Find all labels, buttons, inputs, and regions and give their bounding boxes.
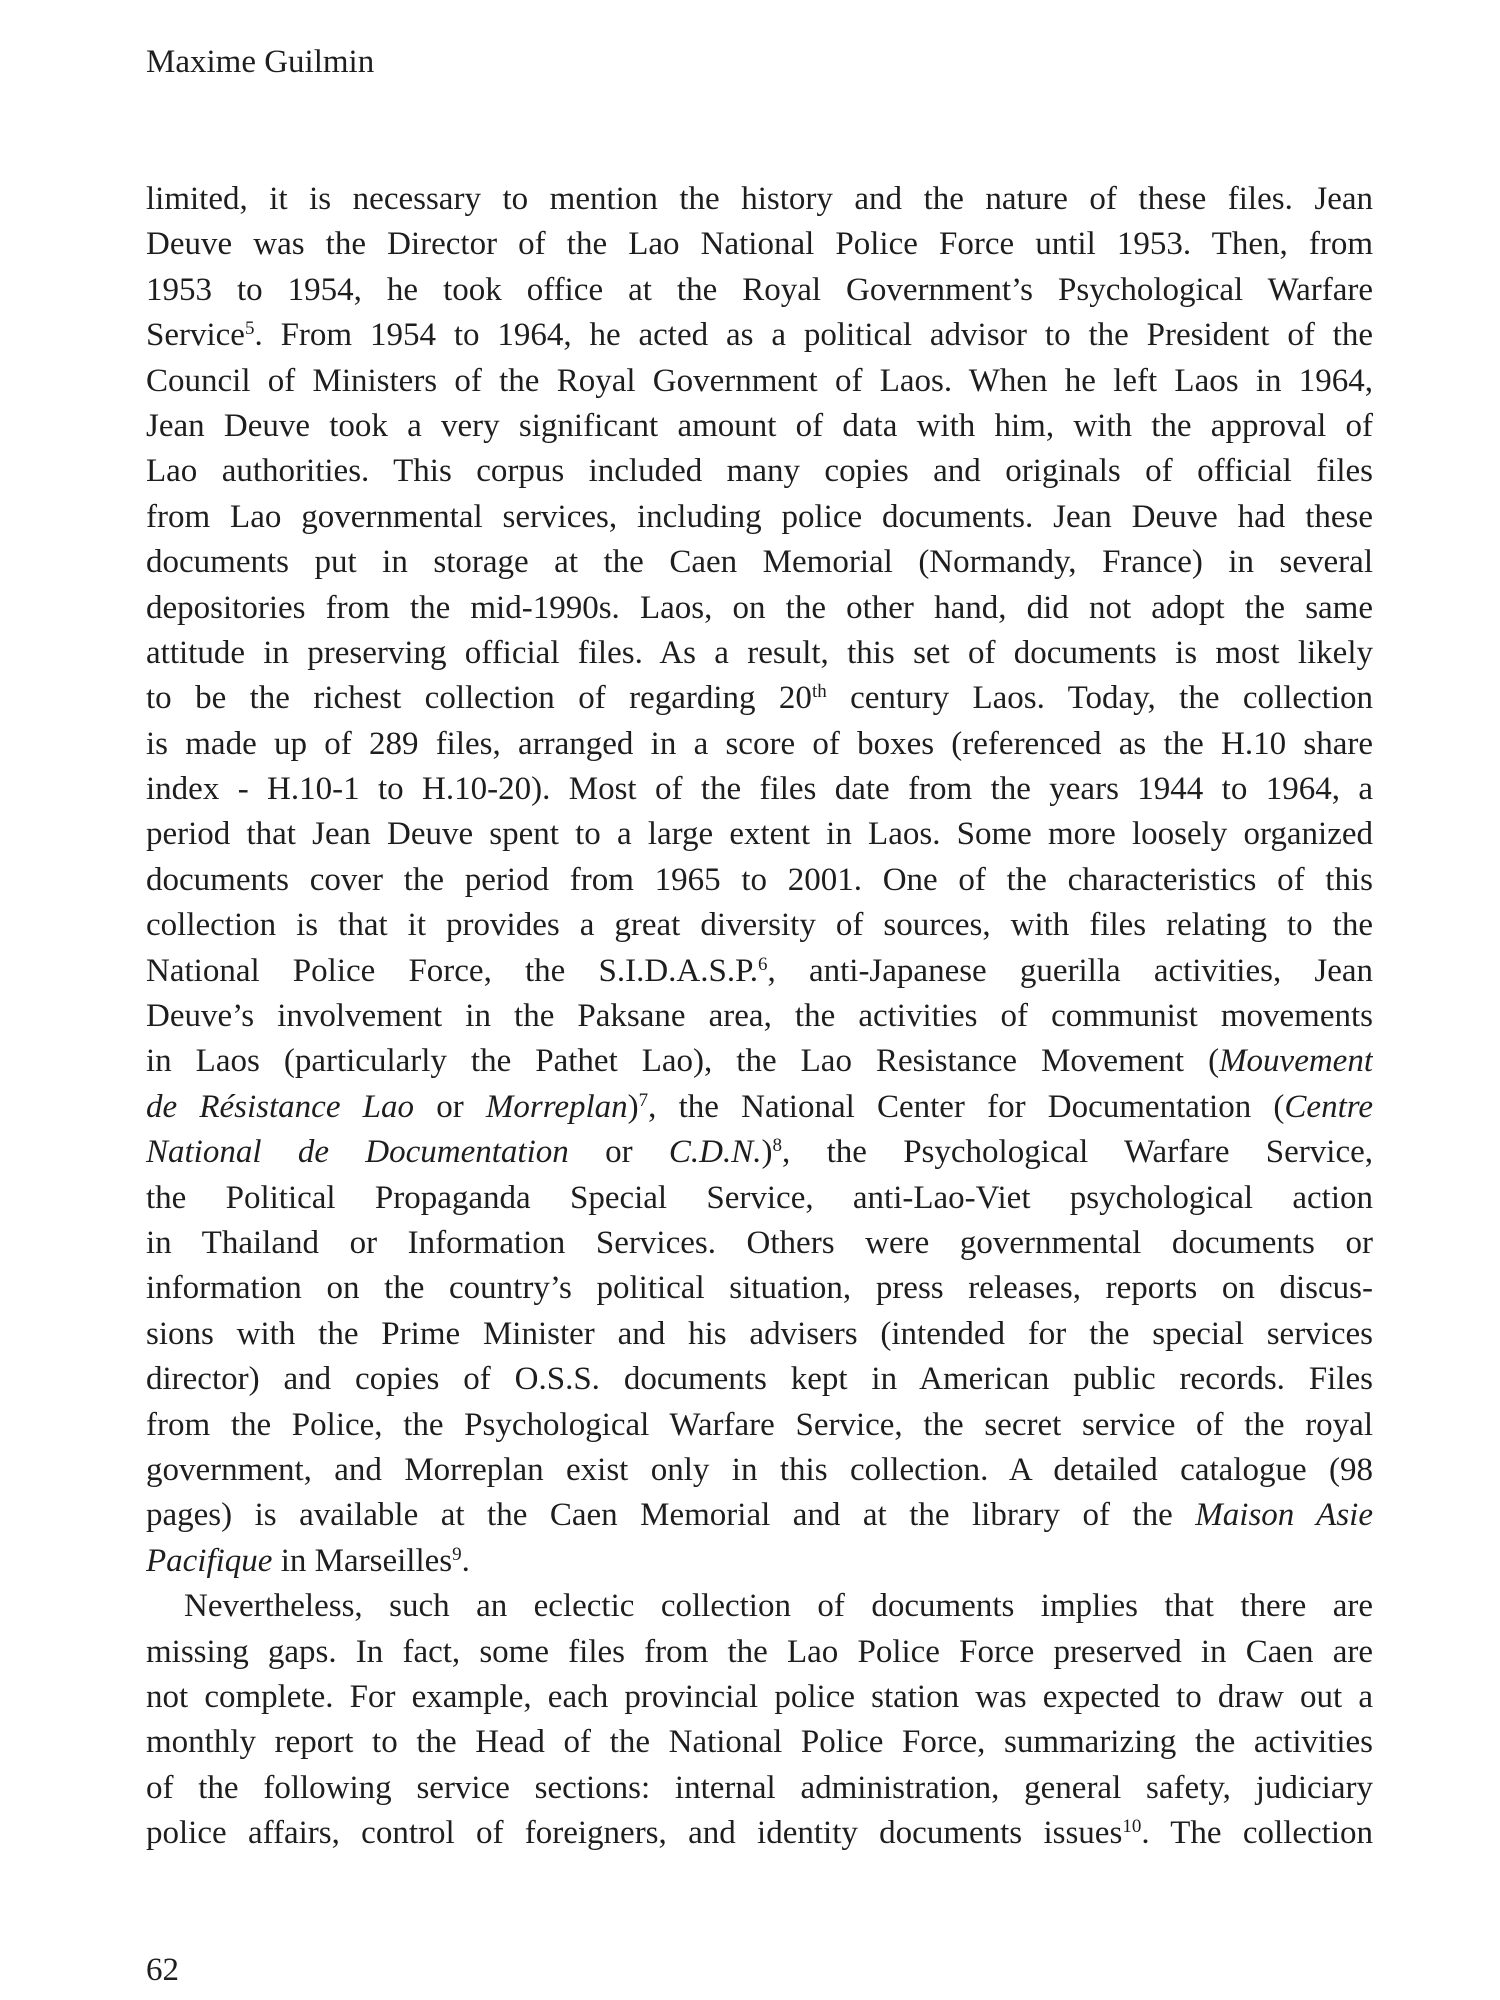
footnote-ref: 6 [758,953,768,975]
footnote-ref: 9 [452,1543,462,1565]
text-run: in Laos (particularly the Pathet Lao), the Lao Resistance Movement ( [146,1043,1220,1080]
text-line [146,586,1373,631]
text-run: Deuve’s involvement in the Paksane area, the activities of communist movements [146,998,1373,1035]
text-run: . The collection [1141,1815,1373,1852]
text-run: depositories from the mid-1990s. Laos, on the other hand, did not adopt the same [146,589,1373,626]
text-run: . [461,1542,470,1579]
text-run: or [568,1134,669,1171]
text-line [146,1176,1373,1221]
text-line [146,1675,1373,1720]
text-line [146,1811,1373,1856]
text-run: , the Psychological Warfare Service, [782,1134,1373,1171]
text-line [146,903,1373,948]
text-line [146,449,1373,494]
text-run: monthly report to the Head of the National Police Force, summarizing the activities [146,1724,1373,1761]
text-line [146,1539,1373,1584]
footnote-ref: 7 [638,1089,649,1111]
text-line [146,495,1373,540]
footnote-ref: 5 [244,318,255,340]
text-run: of the following service sections: internal administration, general safety, judiciary [146,1769,1373,1806]
text-line [146,1720,1373,1765]
text-line [146,1085,1373,1130]
text-line [146,1448,1373,1493]
text-run: , the National Center for Documentation ( [648,1088,1285,1125]
text-run: , anti-Japanese guerilla activities, Jean [767,952,1373,989]
text-run: documents put in storage at the Caen Memorial (Normandy, France) in several [146,544,1373,581]
italic-text: Mouvement [1219,1043,1373,1080]
footnote-ref: th [811,681,827,703]
text-run: National Police Force, the S.I.D.A.S.P. [146,952,759,989]
text-line [146,631,1373,676]
text-run: sions with the Prime Minister and his advisers (intended for the special services [146,1315,1373,1352]
text-line [146,359,1373,404]
page-number: 62 [146,1952,179,1988]
text-run: or [414,1088,486,1125]
text-run: Lao authorities. This corpus included many copies and originals of official files [146,453,1373,490]
text-line [146,1130,1373,1175]
text-run: to be the richest collection of regarding 20 [146,680,812,717]
text-run: is made up of 289 files, arranged in a score of boxes (referenced as the H.10 share [146,725,1373,762]
text-run: missing gaps. In fact, some files from the Lao Police Force preserved in Caen are [146,1633,1373,1670]
text-run: information on the country’s political situation, press releases, reports on discus- [146,1270,1373,1307]
text-line [146,994,1373,1039]
text-run: director) and copies of O.S.S. documents kept in American public records. Files [146,1361,1373,1398]
text-run: pages) is available at the Caen Memorial and at the library of the [146,1497,1196,1534]
text-line [146,858,1373,903]
footnote-ref: 8 [772,1135,782,1157]
text-line [146,268,1373,313]
text-run: in Thailand or Information Services. Others were governmental documents or [146,1224,1373,1261]
text-run: century Laos. Today, the collection [826,680,1373,717]
text-run: period that Jean Deuve spent to a large extent in Laos. Some more loosely organized [146,816,1373,853]
text-line [146,812,1373,857]
text-line [146,722,1373,767]
text-line [146,1312,1373,1357]
italic-text: National de Documentation [146,1134,569,1171]
text-run: Nevertheless, such an eclectic collection of documents implies that there are [184,1588,1373,1625]
text-line [146,222,1373,267]
text-line [146,1630,1373,1675]
text-run: in Marseilles [272,1542,453,1579]
text-line [146,1221,1373,1266]
text-line [146,1766,1373,1811]
running-head-author: Maxime Guilmin [146,44,375,80]
text-run: . From 1954 to 1964, he acted as a political advisor to the President of the [254,317,1373,354]
italic-text: Morreplan [485,1088,628,1125]
text-run: 1953 to 1954, he took office at the Royal Government’s Psychological Warfare [146,271,1373,308]
text-line [146,177,1373,222]
italic-text: Pacifique [146,1542,273,1579]
text-line [146,540,1373,585]
text-run: limited, it is necessary to mention the history and the nature of these files. Jean [146,181,1373,217]
text-line [146,1357,1373,1402]
text-line [146,313,1373,358]
text-run: ) [761,1134,773,1171]
text-line [146,1039,1373,1084]
text-run: index - H.10-1 to H.10-20). Most of the files date from the years 1944 to 1964, a [146,771,1373,808]
text-run: police affairs, control of foreigners, and identity documents issues [146,1815,1123,1852]
text-line [146,1493,1373,1538]
text-line [146,949,1373,994]
text-line [146,1266,1373,1311]
text-line [146,767,1373,812]
footnote-ref: 10 [1122,1816,1142,1838]
text-run: attitude in preserving official files. As a result, this set of documents is most likely [146,634,1373,671]
italic-text: de Résistance Lao [146,1088,415,1125]
italic-text: Centre [1284,1088,1373,1125]
text-run: government, and Morreplan exist only in this collection. A detailed catalogue (98 [146,1451,1373,1488]
text-run: the Political Propaganda Special Service, anti-Lao-Viet psychological action [146,1179,1373,1216]
text-run: Council of Ministers of the Royal Government of Laos. When he left Laos in 1964, [146,362,1373,399]
text-run: Service [146,317,245,354]
text-line [146,1584,1373,1629]
text-line [146,676,1373,721]
text-run: from the Police, the Psychological Warfare Service, the secret service of the royal [146,1406,1373,1443]
text-run: collection is that it provides a great diversity of sources, with files relating to the [146,907,1373,944]
body-text [146,177,1373,1856]
text-run: not complete. For example, each provincial police station was expected to draw out a [146,1678,1373,1715]
italic-text: C.D.N. [668,1134,762,1171]
text-line [146,1403,1373,1448]
text-run: from Lao governmental services, including police documents. Jean Deuve had these [146,498,1373,535]
text-run: ) [627,1088,639,1125]
text-run: Deuve was the Director of the Lao National Police Force until 1953. Then, from [146,226,1373,263]
text-run: Jean Deuve took a very significant amount of data with him, with the approval of [146,407,1373,444]
italic-text: Maison Asie [1195,1497,1373,1534]
text-line [146,404,1373,449]
text-run: documents cover the period from 1965 to 2001. One of the characteristics of this [146,861,1373,898]
